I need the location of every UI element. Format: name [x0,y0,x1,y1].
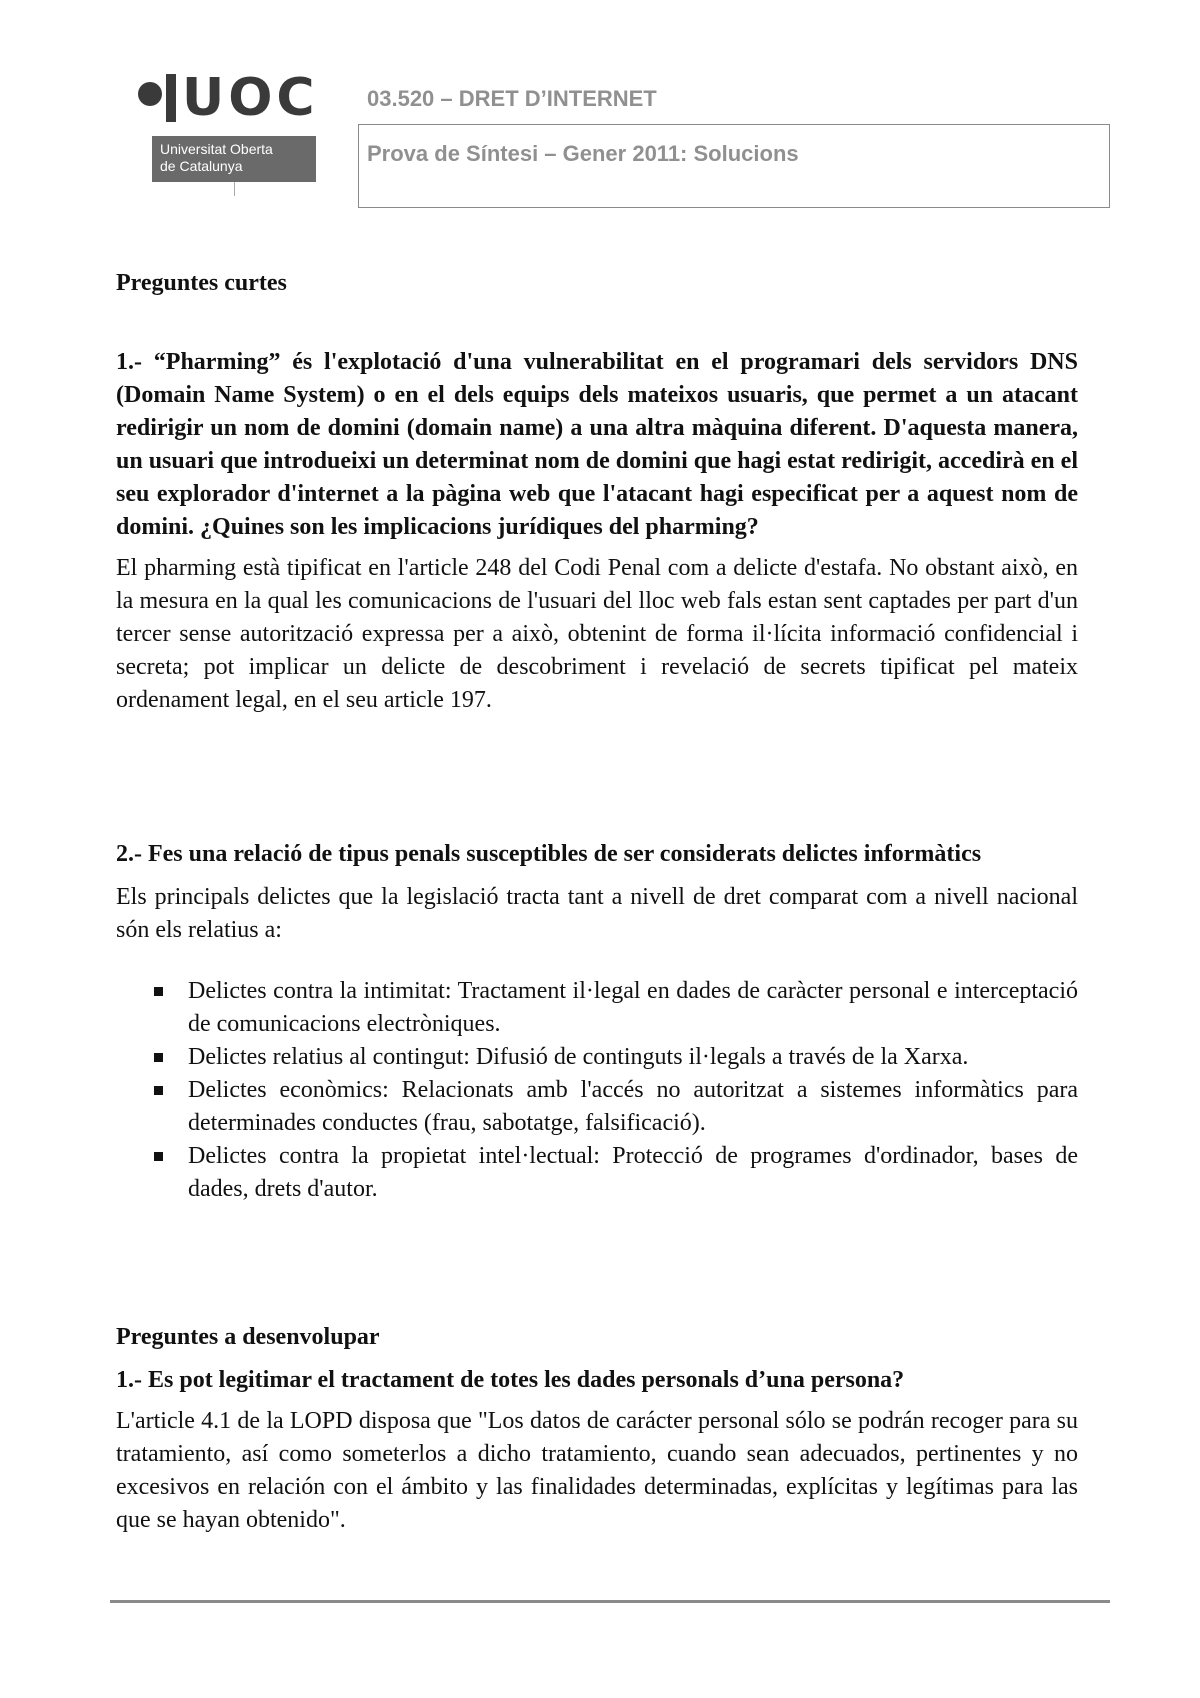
bullet-icon [154,1053,163,1062]
list-item: Delictes contra la intimitat: Tractament il·legal en dades de caràcter personal e interceptació de comunicacions electròniques. [116,975,1078,1041]
exam-title: Prova de Síntesi – Gener 2011: Solucions [367,141,799,166]
list-item: Delictes relatius al contingut: Difusió de continguts il·legals a través de la Xarxa. [116,1041,1078,1074]
logo-subtitle-box [152,136,316,182]
answer-3-text: L'article 4.1 de la LOPD disposa que "Los datos de carácter personal sólo se podrán recoger para su tratamiento, así como someterlos a dicho tratamiento, cuando sean adecuados, pertinentes y no excesivos en relación con el ámbito y las finalidades determinadas, explícitas y legítimas para las que se hayan obtenido". [116,1408,1078,1533]
logo-bar-icon [166,74,176,122]
question-1-text: 1.- “Pharming” és l'explotació d'una vulnerabilitat en el programari dels servidors DNS (Domain Name System) o en el dels equips dels mateixos usuaris, que permet a un atacant redirigir un nom de domini (domain name) a una altra màquina diferent. D'aquesta manera, un usuari que introdueixi un determinat nom de domini que hagi estat redirigit, accedirà en el seu explorador d'internet a la pàgina web que l'atacant hagi especificat per a aquest nom de domini. ¿Quines son les implicacions jurídiques del pharming? [116,349,1078,540]
section-heading: Preguntes curtes [116,270,287,296]
logo-dot-icon [138,82,162,106]
uoc-logo-mark [138,68,319,128]
section-heading: Preguntes a desenvolupar [116,1324,380,1350]
list-item: Delictes econòmics: Relacionats amb l'accés no autoritzat a sistemes informàtics para determinades conductes (frau, sabotatge, falsificació). [116,1074,1078,1140]
logo-subtitle-line1: Universitat Oberta [160,141,273,157]
logo-text: UOC [182,68,319,128]
section-short-questions [116,268,1078,298]
question-2-text: 2.- Fes una relació de tipus penals susceptibles de ser considerats delictes informàtics [116,841,982,867]
bullet-icon [154,1086,163,1095]
logo-divider [234,182,235,196]
uoc-logo [138,68,319,194]
offense-list [116,975,1078,1206]
question-3-text: 1.- Es pot legitimar el tractament de totes les dades personals d’una persona? [116,1367,905,1393]
list-item: Delictes contra la propietat intel·lectual: Protecció de programes d'ordinador, bases de dades, drets d'autor. [116,1140,1078,1206]
logo-subtitle-line2: de Catalunya [160,158,243,174]
question-2-block [116,838,1078,1206]
section-develop-questions [116,1322,1078,1537]
answer-1-text: El pharming està tipificat en l'article 248 del Codi Penal com a delicte d'estafa. No obstant això, en la mesura en la qual les comunicacions de l'usuari del lloc web fals estan sent captades per part d'un tercer sense autorització expressa per a això, obtenint de forma il·lícita informació confidencial i secreta; pot implicar un delicte de descobriment i revelació de secrets tipificat pel mateix ordenament legal, en el seu article 197. [116,555,1078,713]
footer-divider [110,1600,1110,1603]
exam-title-box [358,124,1110,208]
course-title: 03.520 – DRET D’INTERNET [367,86,657,111]
answer-2-intro: Els principals delictes que la legislació tracta tant a nivell de dret comparat com a nivell nacional són els relatius a: [116,884,1078,943]
question-1-block [116,346,1078,717]
bullet-icon [154,987,163,996]
bullet-icon [154,1152,163,1161]
